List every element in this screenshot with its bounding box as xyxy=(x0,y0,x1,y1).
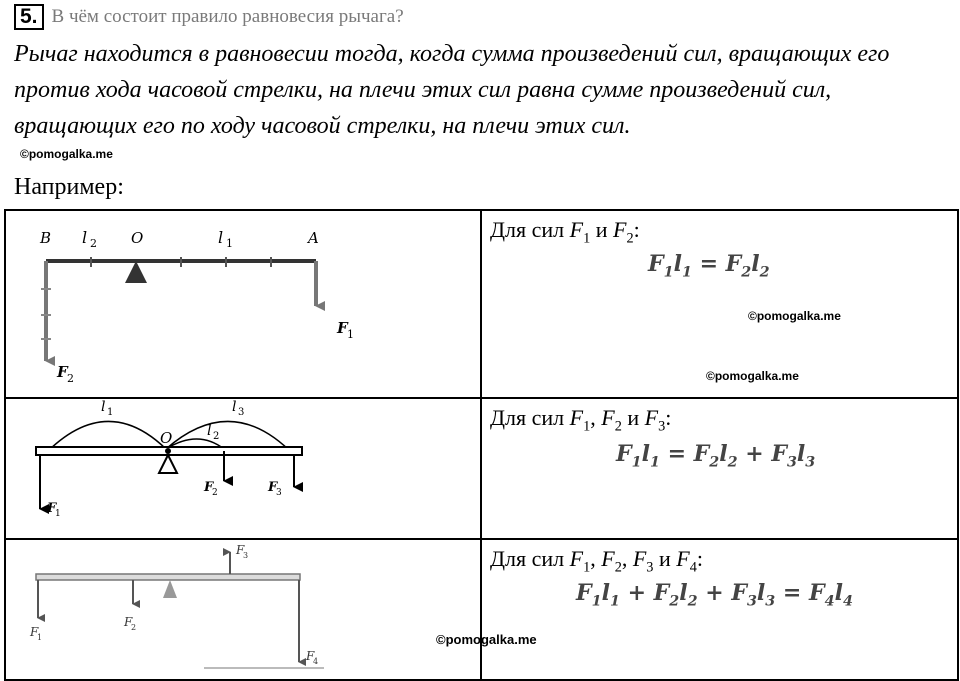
label-F2-sub: 2 xyxy=(67,372,74,385)
label-O: O xyxy=(131,229,144,247)
watermark: ©pomogalka.me xyxy=(436,632,537,647)
label-l1-sub: 1 xyxy=(226,237,233,250)
label-O: O xyxy=(160,429,173,447)
label-F2: F xyxy=(204,480,214,495)
question-header xyxy=(14,4,404,30)
formula-cell-2 xyxy=(481,398,958,539)
answer-line-1: Рычаг находится в равновесии тогда, когда сумма произведений сил, вращающих его xyxy=(14,41,890,67)
svg-text:3: 3 xyxy=(238,407,245,418)
answer-line-2: против хода часовой стрелки, на плечи этих сил равна сумме произведений сил, xyxy=(14,77,832,103)
formula-cell-3 xyxy=(481,539,958,680)
label-l1: l xyxy=(101,399,106,415)
svg-text:2: 2 xyxy=(131,623,137,632)
label-F2: F xyxy=(57,363,68,381)
svg-text:2: 2 xyxy=(212,488,218,498)
label-l2-sub: 2 xyxy=(90,237,97,250)
question-text: В чём состоит правило равновесия рычага? xyxy=(51,6,404,27)
table-row xyxy=(5,210,958,398)
label-F3: F xyxy=(268,480,278,495)
svg-text:3: 3 xyxy=(276,488,282,498)
lever-diagram-2 xyxy=(6,399,306,533)
svg-text:1: 1 xyxy=(55,509,61,519)
fulcrum-icon xyxy=(159,455,177,473)
example-label: Например: xyxy=(14,174,124,200)
svg-text:3: 3 xyxy=(243,551,249,560)
fulcrum-icon xyxy=(125,261,147,283)
condition-1: Для сил $F_1$ и $F_2$: xyxy=(490,217,640,247)
svg-text:1: 1 xyxy=(37,633,43,642)
condition-3: Для сил $F_1$, $F_2$, $F_3$ и $F_4$: xyxy=(490,546,703,576)
formula-2: $F_1l_1 = F_2l_2 + F_3l_3$ xyxy=(616,441,816,471)
svg-text:1: 1 xyxy=(107,407,114,418)
label-F4: F xyxy=(306,649,315,663)
label-F3: F xyxy=(236,543,245,557)
lever-diagram-3 xyxy=(6,540,326,674)
lever-diagram-1 xyxy=(6,211,366,391)
label-F1: F xyxy=(47,501,57,516)
diagram-cell-2 xyxy=(5,398,481,539)
table-row xyxy=(5,398,958,539)
svg-text:4: 4 xyxy=(313,657,319,666)
label-l2: l xyxy=(207,423,212,439)
question-number: 5. xyxy=(14,4,44,30)
table-row xyxy=(5,539,958,680)
formula-3: $F_1l_1 + F_2l_2 + F_3l_3 = F_4l_4$ xyxy=(576,580,853,610)
formula-cell-1 xyxy=(481,210,958,398)
watermark: ©pomogalka.me xyxy=(20,147,113,161)
answer-line-3: вращающих его по ходу часовой стрелки, на плечи этих сил. xyxy=(14,113,631,139)
label-B: B xyxy=(40,229,52,247)
examples-table xyxy=(4,209,959,681)
label-l2: l xyxy=(82,228,88,247)
label-F1: F xyxy=(30,625,39,639)
label-F1: F xyxy=(337,319,348,337)
label-l3: l xyxy=(232,399,237,415)
label-F2: F xyxy=(124,615,133,629)
label-A: A xyxy=(308,229,319,247)
svg-text:2: 2 xyxy=(213,431,220,442)
watermark: ©pomogalka.me xyxy=(748,309,841,323)
condition-2: Для сил $F_1$, $F_2$ и $F_3$: xyxy=(490,405,672,435)
formula-1: $F_1l_1 = F_2l_2$ xyxy=(648,251,770,281)
watermark: ©pomogalka.me xyxy=(706,369,799,383)
lever-bar xyxy=(36,574,300,580)
label-l1: l xyxy=(218,228,224,247)
fulcrum-icon xyxy=(163,580,177,598)
answer-text xyxy=(14,36,949,144)
diagram-cell-3 xyxy=(5,539,537,680)
label-F1-sub: 1 xyxy=(347,328,354,341)
diagram-cell-1 xyxy=(5,210,481,398)
